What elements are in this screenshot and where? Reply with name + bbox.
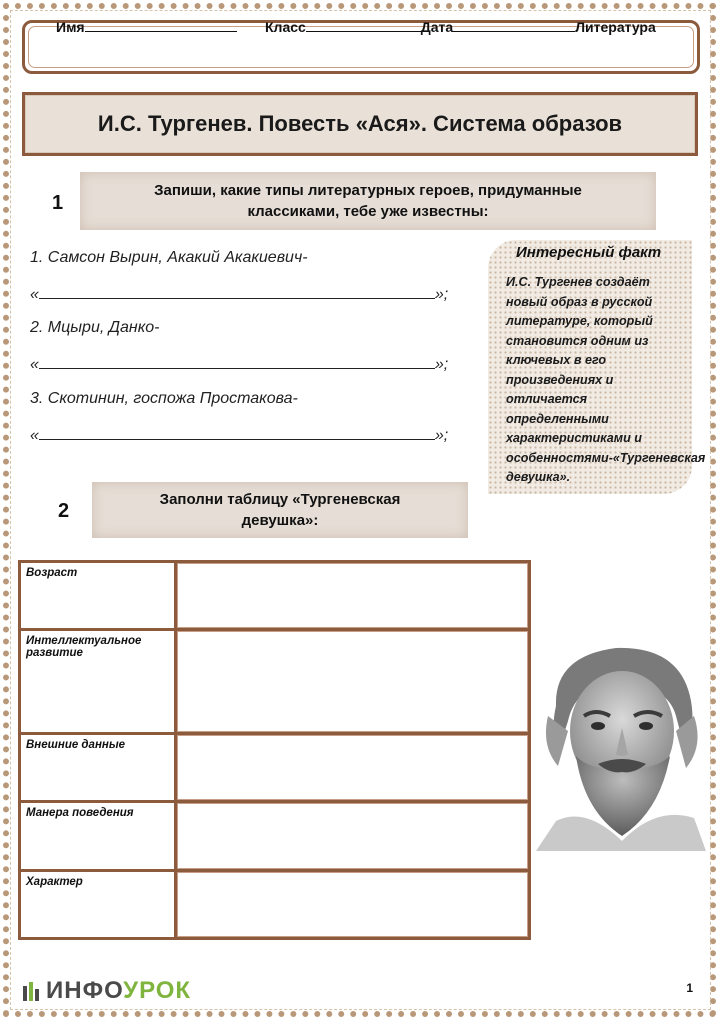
close-quote: »; xyxy=(434,286,449,303)
class-label: Класс xyxy=(265,19,306,35)
class-blank-line[interactable] xyxy=(306,18,421,32)
table-row xyxy=(20,630,530,734)
fact-text: И.С. Тургенев создаёт новый образ в русской литературе, который становится одним из ключевых в его произведениях и отличается определенными характеристиками и особенностями-«Тургеневская девушка». xyxy=(506,275,706,484)
logo-part-2: УРОК xyxy=(123,977,192,1004)
task1-item-3-text: 3. Скотинин, госпожа Простакова- xyxy=(30,390,298,407)
answer-blank-line[interactable] xyxy=(39,354,435,369)
infourok-logo[interactable] xyxy=(22,977,191,1005)
table-row xyxy=(20,802,530,870)
row-label-appearance: Внешние данные xyxy=(20,734,176,802)
task1-answer-2[interactable] xyxy=(30,354,448,374)
close-quote: »; xyxy=(434,427,449,444)
table-row xyxy=(20,870,530,938)
row-label-character: Характер xyxy=(20,870,176,938)
turgenev-portrait xyxy=(536,636,706,851)
task2-instruction: Заполни таблицу «Тургеневская девушка»: xyxy=(159,491,401,529)
answer-cell-appearance[interactable] xyxy=(176,734,530,802)
task1-instruction: Запиши, какие типы литературных героев, придуманные классиками, тебе уже известны: xyxy=(154,182,582,220)
date-blank-line[interactable] xyxy=(453,18,575,32)
task2-number: 2 xyxy=(58,500,70,522)
table-row xyxy=(20,734,530,802)
open-quote: « xyxy=(30,286,39,303)
fact-title: Интересный факт xyxy=(516,244,662,261)
answer-cell-age[interactable] xyxy=(176,562,530,630)
close-quote: »; xyxy=(434,356,449,373)
task1-item-1 xyxy=(30,249,308,267)
answer-cell-intellect[interactable] xyxy=(176,630,530,734)
task1-instruction-box xyxy=(80,172,656,230)
name-blank-line[interactable] xyxy=(85,18,237,32)
logo-part-1: ИНФО xyxy=(46,977,124,1004)
date-label: Дата xyxy=(420,19,454,35)
name-field[interactable] xyxy=(56,18,237,35)
answer-blank-line[interactable] xyxy=(39,284,435,299)
page-number: 1 xyxy=(686,981,693,995)
turgenev-girl-table xyxy=(18,560,531,940)
subject-label: Литература xyxy=(575,19,656,35)
page-title: И.С. Тургенев. Повесть «Ася». Система образов xyxy=(97,111,623,136)
row-label-age: Возраст xyxy=(20,562,176,630)
task1-answer-3[interactable] xyxy=(30,425,448,445)
name-label: Имя xyxy=(56,19,85,35)
row-label-intellect: Интеллектуальное развитие xyxy=(20,630,176,734)
answer-cell-character[interactable] xyxy=(176,870,530,938)
task1-item-2 xyxy=(30,319,159,337)
open-quote: « xyxy=(30,356,39,373)
row-label-manner: Манера поведения xyxy=(20,802,176,870)
task2-instruction-box xyxy=(92,482,468,538)
page-title-band xyxy=(22,92,698,156)
answer-cell-manner[interactable] xyxy=(176,802,530,870)
task1-number: 1 xyxy=(52,192,64,214)
open-quote: « xyxy=(30,427,39,444)
task1-item-3 xyxy=(30,390,298,408)
table-row xyxy=(20,562,530,630)
infourok-logo-icon xyxy=(22,980,40,1002)
task1-answer-1[interactable] xyxy=(30,284,448,304)
answer-blank-line[interactable] xyxy=(39,425,435,440)
task1-item-1-text: 1. Самсон Вырин, Акакий Акакиевич- xyxy=(30,249,308,266)
class-field[interactable] xyxy=(265,18,656,35)
infourok-logo-text xyxy=(46,977,191,1005)
task1-item-2-text: 2. Мцыри, Данко- xyxy=(30,319,160,336)
